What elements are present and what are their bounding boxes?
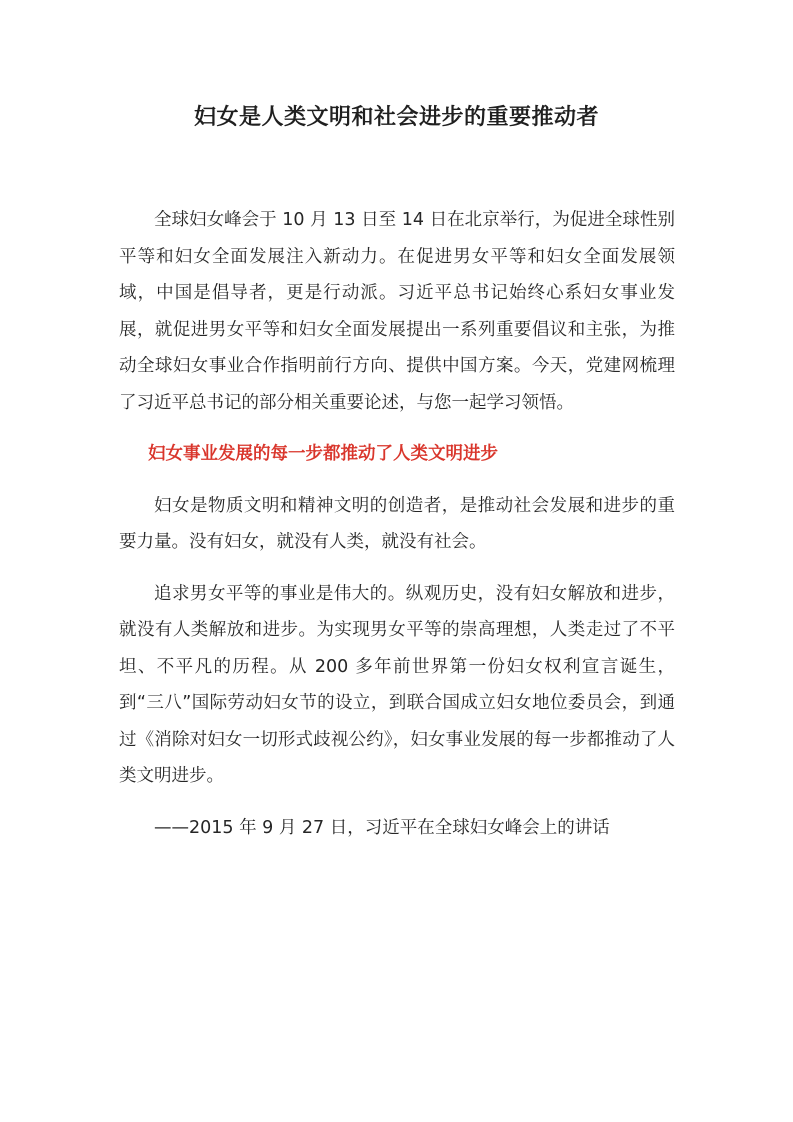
intro-paragraph: 全球妇女峰会于 10 月 13 日至 14 日在北京举行，为促进全球性别平等和妇女全面发展注入新动力。在促进男女平等和妇女全面发展领域，中国是倡导者，更是行动派。习近平总书记始终心系妇女事业发展，就促进男女平等和妇女全面发展提出一系列重要倡议和主张，为推动全球妇女事业合作指明前行方向、提供中国方案。今天，党建网梳理了习近平总书记的部分相关重要论述，与您一起学习领悟。 (119, 210, 675, 413)
quote-paragraph-1: 妇女是物质文明和精神文明的创造者，是推动社会发展和进步的重要力量。没有妇女，就没有人类，就没有社会。 (119, 495, 675, 552)
quote-paragraph-2: 追求男女平等的事业是伟大的。纵观历史，没有妇女解放和进步，就没有人类解放和进步。为实现男女平等的崇高理想，人类走过了不平坦、不平凡的历程。从 200 多年前世界第一份妇女权利宣言诞生，到“三八”国际劳动妇女节的设立，到联合国成立妇女地位委员会，到通过《消除对妇女一切形式歧视公约》，妇女事业发展的每一步都推动了人类文明进步。 (119, 583, 675, 786)
source-attribution: ——2015 年 9 月 27 日，习近平在全球妇女峰会上的讲话 (154, 817, 610, 838)
section-heading: 妇女事业发展的每一步都推动了人类文明进步 (148, 444, 498, 464)
page-title: 妇女是人类文明和社会进步的重要推动者 (193, 105, 599, 130)
article-body (119, 202, 675, 861)
